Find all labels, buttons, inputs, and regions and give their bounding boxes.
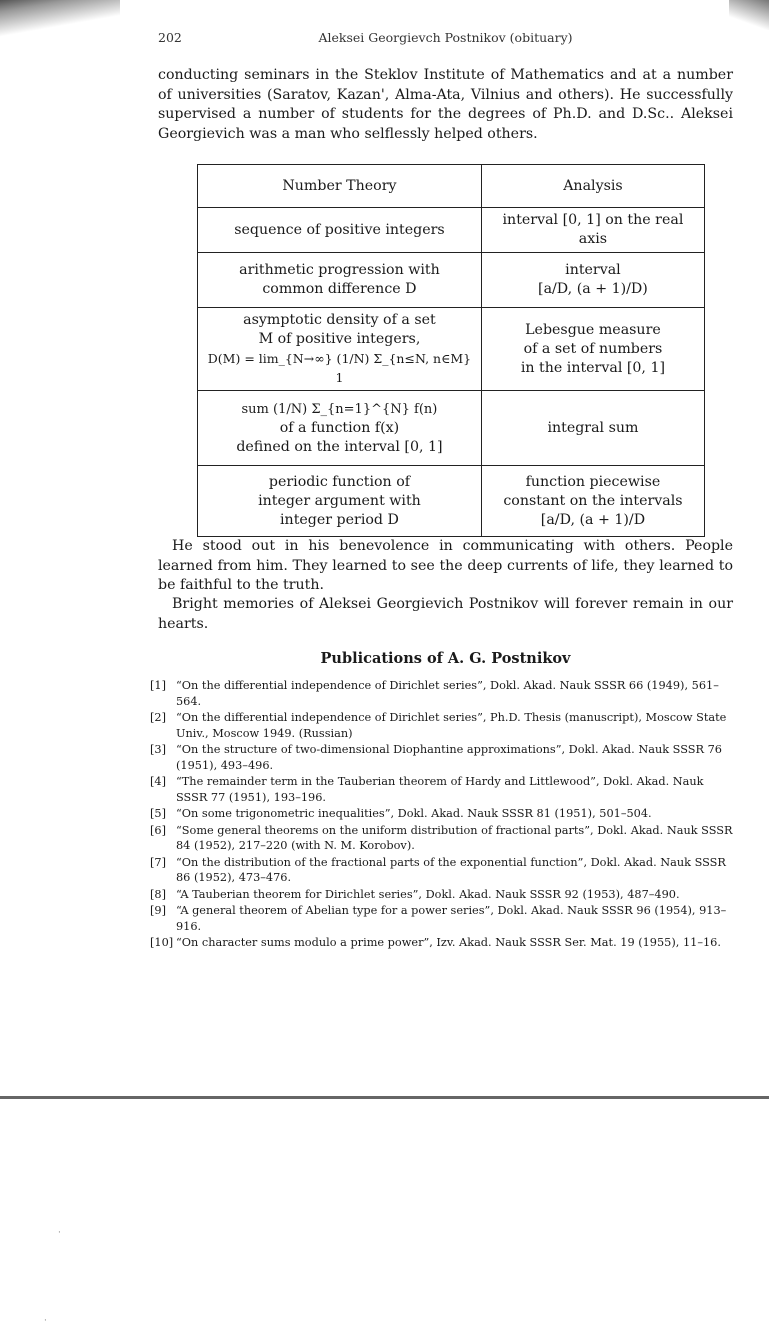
- list-item: [150, 855, 735, 886]
- list-item: [150, 887, 735, 903]
- cell-line: Lebesgue measure: [525, 321, 661, 338]
- list-item: [150, 742, 735, 773]
- reference-text: “On some trigonometric inequalities”, Dokl. Akad. Nauk SSSR 81 (1951), 501–504.: [176, 807, 652, 820]
- reference-number: [9]: [150, 904, 167, 917]
- table-row: [198, 208, 705, 253]
- cell-formula: sum (1/N) Σ_{n=1}^{N} f(n): [241, 401, 438, 417]
- reference-text: “The remainder term in the Tauberian theorem of Hardy and Littlewood”, Dokl. Akad. Nauk SSSR 77 (1951), 193–196.: [176, 775, 704, 804]
- reference-text: “On the differential independence of Dirichlet series”, Dokl. Akad. Nauk SSSR 66 (1949), 561–564.: [176, 679, 719, 708]
- cell-line: [a/D, (a + 1)/D: [540, 511, 646, 528]
- table-cell: [198, 466, 482, 537]
- list-item: [150, 806, 735, 822]
- table-cell: [481, 391, 704, 466]
- table-row: [198, 391, 705, 466]
- page-number: 202: [158, 30, 182, 45]
- table-row: [198, 253, 705, 308]
- cell-line: interval [0, 1] on the real axis: [502, 212, 684, 247]
- cell-line: integer period D: [280, 511, 399, 528]
- table-cell: [481, 466, 704, 537]
- table-row: [198, 466, 705, 537]
- cell-line: of a set of numbers: [523, 340, 663, 357]
- reference-number: [3]: [150, 743, 167, 756]
- table-cell: [198, 253, 482, 308]
- table-row: [198, 308, 705, 391]
- list-item: [150, 823, 735, 854]
- cell-line: constant on the intervals: [503, 492, 683, 509]
- list-item: [150, 774, 735, 805]
- cell-line: arithmetic progression with: [239, 262, 440, 278]
- cell-line: of a function f(x): [279, 419, 400, 436]
- table-cell: [481, 308, 704, 391]
- running-header: [158, 30, 733, 50]
- scan-shadow-right: [729, 0, 769, 30]
- reference-number: [7]: [150, 855, 167, 869]
- cell-line: integer argument with: [258, 492, 421, 509]
- publication-list: [150, 678, 735, 952]
- paragraph-benevolence: He stood out in his benevolence in communicating with others. People learned from him. They learned to see the deep currents of life, they learned to be faithful to the truth.: [158, 538, 733, 593]
- table-cell: [198, 208, 482, 253]
- cell-line: asymptotic density of a set: [243, 312, 436, 328]
- table-header-number-theory: Number Theory: [198, 165, 482, 208]
- reference-text: “Some general theorems on the uniform distribution of fractional parts”, Dokl. Akad. Nauk SSSR 84 (1952), 217–220 (with N. M. Korobov).: [176, 823, 733, 852]
- reference-number: [2]: [150, 711, 167, 724]
- cell-line: sequence of positive integers: [234, 221, 445, 238]
- list-item: [150, 935, 735, 951]
- scan-edge-line: [0, 1096, 769, 1099]
- cell-line: common difference D: [262, 281, 417, 297]
- reference-text: “On the differential independence of Dirichlet series”, Ph.D. Thesis (manuscript), Moscow State Univ., Moscow 1949. (Russian): [176, 711, 727, 740]
- intro-paragraph: conducting seminars in the Steklov Institute of Mathematics and at a number of universities (Saratov, Kazan', Alma-Ata, Vilnius and others). He successfully supervised a number of students for the degrees of Ph.D. and D.Sc.. Aleksei Georgievich was a man who selflessly helped others.: [158, 67, 733, 142]
- cell-line: defined on the interval [0, 1]: [236, 438, 443, 455]
- reference-number: [4]: [150, 775, 167, 788]
- reference-number: [10]: [150, 936, 174, 949]
- table-cell: [198, 391, 482, 466]
- cell-line: interval: [565, 262, 621, 278]
- list-item: [150, 710, 735, 741]
- running-title: Aleksei Georgievch Postnikov (obituary): [318, 30, 573, 45]
- reference-number: [6]: [150, 823, 167, 837]
- cell-line: in the interval [0, 1]: [520, 359, 666, 376]
- table-cell: [481, 253, 704, 308]
- list-item: [150, 678, 735, 709]
- table-cell: [481, 208, 704, 253]
- reference-number: [8]: [150, 887, 167, 901]
- comparison-table: [197, 164, 705, 537]
- cell-line: periodic function of: [268, 473, 410, 490]
- reference-text: “A general theorem of Abelian type for a power series”, Dokl. Akad. Nauk SSSR 96 (1954), 913–916.: [176, 904, 727, 933]
- list-item: [150, 903, 735, 934]
- cell-line: function piecewise: [525, 473, 661, 490]
- paragraph-memories: Bright memories of Aleksei Georgievich Postnikov will forever remain in our hearts.: [158, 596, 733, 632]
- cell-line: M of positive integers,: [258, 331, 421, 347]
- reference-text: “A Tauberian theorem for Dirichlet series”, Dokl. Akad. Nauk SSSR 92 (1953), 487–490.: [176, 887, 680, 901]
- cell-line: integral sum: [547, 419, 639, 436]
- cell-line: [a/D, (a + 1)/D): [538, 281, 648, 297]
- reference-number: [5]: [150, 807, 167, 820]
- cell-formula: D(M) = lim_{N→∞} (1/N) Σ_{n≤N, n∈M} 1: [207, 351, 472, 385]
- scan-speck: ·: [44, 1316, 47, 1326]
- reference-text: “On the distribution of the fractional parts of the exponential function”, Dokl. Akad. Nauk SSSR 86 (1952), 473–476.: [176, 855, 726, 884]
- table-cell: [198, 308, 482, 391]
- scan-speck: ·: [58, 1228, 61, 1238]
- reference-number: [1]: [150, 679, 167, 692]
- scan-shadow-left: [0, 0, 120, 40]
- reference-text: “On the structure of two-dimensional Diophantine approximations”, Dokl. Akad. Nauk SSSR 76 (1951), 493–496.: [176, 743, 722, 772]
- table-header-analysis: Analysis: [481, 165, 704, 208]
- publications-title: Publications of A. G. Postnikov: [320, 650, 571, 667]
- reference-text: “On character sums modulo a prime power”, Izv. Akad. Nauk SSSR Ser. Mat. 19 (1955), 11–16.: [176, 936, 721, 949]
